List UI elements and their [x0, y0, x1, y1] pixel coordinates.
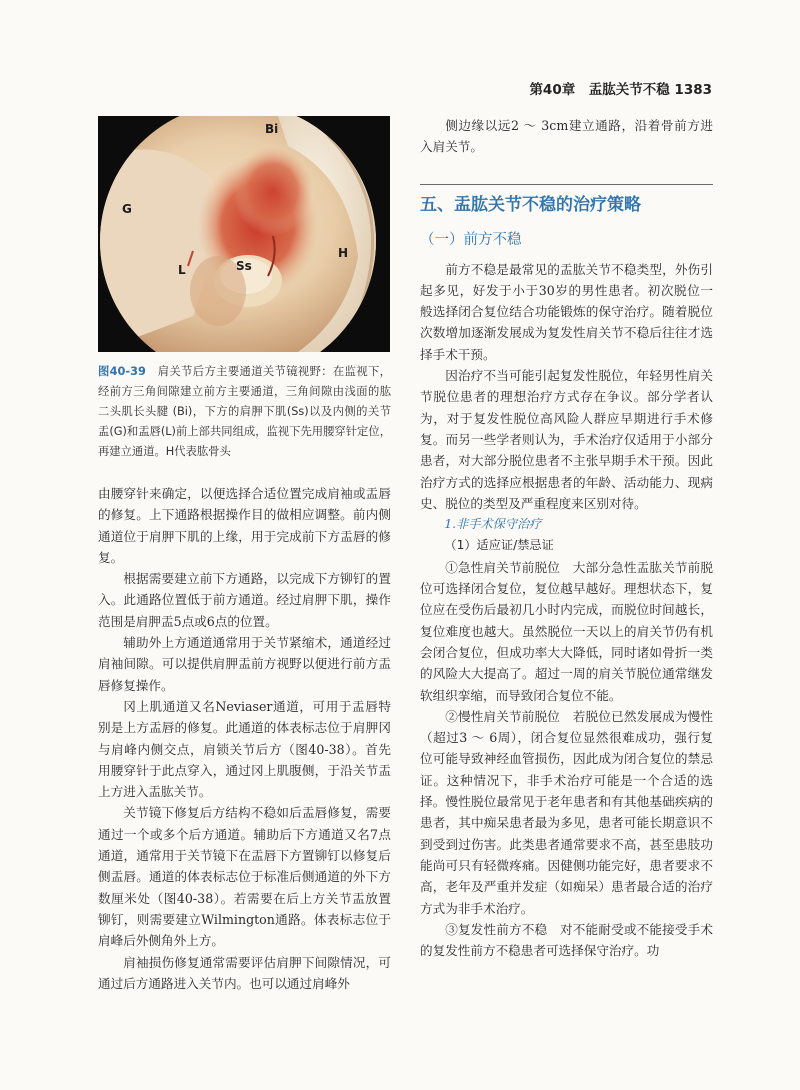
paragraph: 辅助外上方通道通常用于关节紧缩术，通道经过肩袖间隙。可以提供肩胛盂前方视野以便进行前方盂唇修复操作。	[98, 635, 391, 693]
figure-number: 图40-39	[98, 365, 146, 378]
paragraph: ③复发性前方不稳 对不能耐受或不能接受手术的复发性前方不稳患者可选择保守治疗。功	[420, 921, 713, 959]
paragraph: ①急性肩关节前脱位 大部分急性盂肱关节前脱位可选择闭合复位，复位越早越好。理想状态下，复位应在受伤后最初几小时内完成，而脱位时间越长，复位难度也越大。虽然脱位一天以上的肩关节仍有机会闭合复位，但成功率大大降低，同时诸如骨折一类的风险大大提高了。超过一周的肩关节脱位通常继发软组织挛缩，而导致闭合复位不能。	[420, 559, 713, 703]
label-l: L	[178, 263, 186, 277]
heading-level-4: （1）适应证/禁忌证	[444, 538, 554, 553]
label-ss: Ss	[236, 259, 252, 273]
subsection-heading: （一）前方不稳	[420, 231, 522, 248]
figure-caption-text: 肩关节后方主要通道关节镜视野：在监视下，经前方三角间隙建立前方主要通道，三角间隙由浅面的肱二头肌长头腱 (Bi)，下方的肩胛下肌(Ss)以及内侧的关节盂(G)和盂唇(L)前上部共同组成，监视下先用腰穿针定位，再建立通道。H代表肱骨头	[98, 365, 391, 458]
paragraph: 前方不稳是最常见的盂肱关节不稳类型，外伤引起多见，好发于小于30岁的男性患者。初次脱位一般选择闭合复位结合功能锻炼的保守治疗。随着脱位次数增加逐渐发展成为复发性肩关节不稳后往往才选择手术干预。	[420, 261, 713, 362]
paragraph: 由腰穿针来确定，以便选择合适位置完成肩袖或盂唇的修复。上下通路根据操作目的做相应调整。前内侧通道位于肩胛下肌的上缘，用于完成前下方盂唇的修复。	[98, 486, 391, 565]
arthroscopy-image	[98, 116, 390, 352]
running-header: 第40章 盂肱关节不稳 1383	[529, 82, 712, 98]
figure-caption	[98, 362, 391, 462]
right-column	[420, 115, 713, 961]
paragraph: 因治疗不当可能引起复发性脱位，年轻男性肩关节脱位患者的理想治疗方式存在争议。部分学者认为，对于复发性脱位高风险人群应早期进行手术修复。而另一些学者则认为，手术治疗仅适用于小部分患者，对大部分脱位患者不主张早期手术干预。因此治疗方式的选择应根据患者的年龄、活动能力、现病史、脱位的类型及严重程度来区别对待。	[420, 368, 713, 511]
label-h: H	[338, 246, 349, 260]
label-g: G	[122, 202, 132, 216]
paragraph: 根据需要建立前下方通路，以完成下方铆钉的置入。此通路位置低于前方通道。经过肩胛下肌，操作范围是肩胛盂5点或6点的位置。	[98, 571, 391, 629]
paragraph: ②慢性肩关节前脱位 若脱位已然发展成为慢性（超过3 ～ 6周），闭合复位显然很难成功，强行复位可能导致神经血管损伤，因此成为闭合复位的禁忌证。这种情况下，非手术治疗可能是一个合适的选择。慢性脱位最常见于老年患者和有其他基础疾病的患者，其中痴呆患者最为多见，患者可能长期意识不到受到过伤害。此类患者通常要求不高，甚至患肢功能尚可只有轻微疼痛。因健侧功能完好，患者要求不高，老年及严重并发症（如痴呆）患者最合适的治疗方式为非手术治疗。	[420, 708, 713, 916]
label-bi: Bi	[265, 122, 279, 136]
left-column	[98, 483, 391, 994]
arthroscopy-view	[98, 116, 390, 352]
paragraph: 关节镜下修复后方结构不稳如后盂唇修复，需要通过一个或多个后方通道。辅助后下方通道又名7点通道，通常用于关节镜下在盂唇下方置铆钉以修复后侧盂唇。通道的体表标志位于标准后侧通道的外下方数厘米处（图40-38）。若需要在后上方关节盂放置铆钉，则需要建立Wilmington通路。体表标志位于肩峰后外侧角外上方。	[98, 805, 391, 949]
paragraph: 侧边缘以远2 ～ 3cm建立通路，沿着骨前方进入肩关节。	[420, 118, 713, 155]
section-heading: 五、盂肱关节不稳的治疗策略	[420, 184, 713, 217]
paragraph: 肩袖损伤修复通常需要评估肩胛下间隙情况，可通过后方通路进入关节内。也可以通过肩峰外	[98, 954, 391, 991]
heading-level-3: 1.非手术保守治疗	[444, 517, 542, 532]
paragraph: 冈上肌通道又名Neviaser通道，可用于盂唇特别是上方盂唇的修复。此通道的体表标志位于肩胛冈与肩峰内侧交点，肩锁关节后方（图40-38）。首先用腰穿针于此点穿入，通过冈上肌腹侧，于沿关节盂上方进入盂肱关节。	[98, 698, 391, 800]
